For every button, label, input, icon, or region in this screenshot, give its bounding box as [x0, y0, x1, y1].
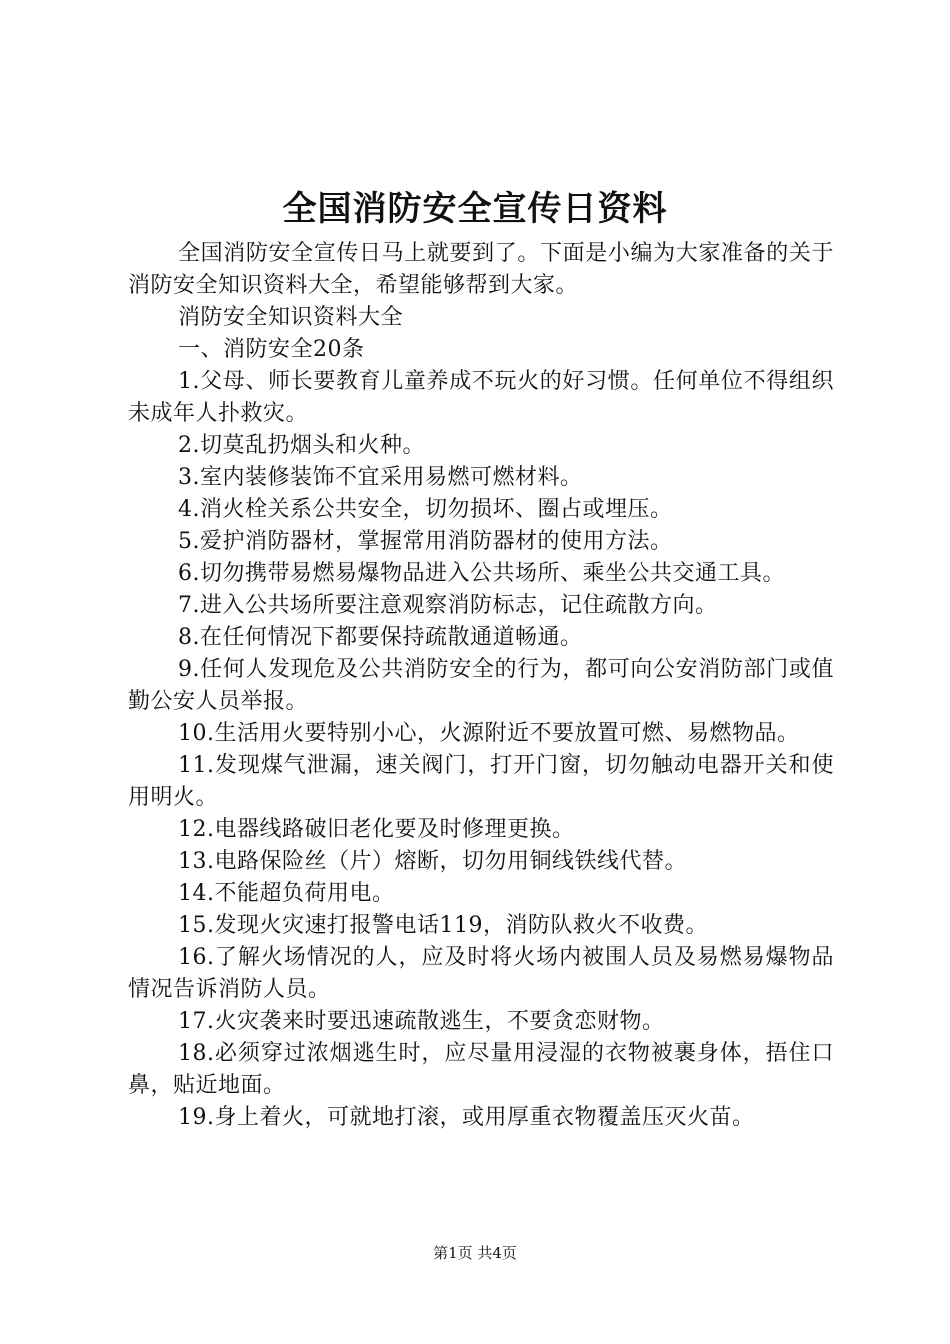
- page-number-footer: 第1页 共4页: [433, 1244, 517, 1262]
- list-item: 1.父母、师长要教育儿童养成不玩火的好习惯。任何单位不得组织未成年人扑救灾。: [128, 369, 834, 426]
- list-item: 6.切勿携带易燃易爆物品进入公共场所、乘坐公共交通工具。: [178, 561, 785, 586]
- list-item: 14.不能超负荷用电。: [178, 881, 395, 906]
- paragraph-subsection-heading: 一、消防安全20条: [178, 337, 365, 362]
- list-item: 19.身上着火，可就地打滚，或用厚重衣物覆盖压灭火苗。: [178, 1105, 755, 1130]
- list-item: 8.在任何情况下都要保持疏散通道畅通。: [178, 625, 583, 650]
- paragraph-intro: 全国消防安全宣传日马上就要到了。下面是小编为大家准备的关于消防安全知识资料大全，希望能够帮到大家。: [128, 241, 834, 298]
- list-item: 7.进入公共场所要注意观察消防标志，记住疏散方向。: [178, 593, 718, 618]
- paragraph-section-heading: 消防安全知识资料大全: [178, 305, 404, 330]
- list-item: 12.电器线路破旧老化要及时修理更换。: [178, 817, 575, 842]
- list-item: 9.任何人发现危及公共消防安全的行为，都可向公安消防部门或值勤公安人员举报。: [128, 657, 834, 714]
- list-item: 16.了解火场情况的人，应及时将火场内被围人员及易燃易爆物品情况告诉消防人员。: [128, 945, 834, 1002]
- list-item: 2.切莫乱扔烟头和火种。: [178, 433, 425, 458]
- list-item: 13.电路保险丝（片）熔断，切勿用铜线铁线代替。: [178, 849, 687, 874]
- list-item: 15.发现火灾速打报警电话119，消防队救火不收费。: [178, 913, 708, 938]
- list-item: 3.室内装修装饰不宜采用易燃可燃材料。: [178, 465, 583, 490]
- list-item: 18.必须穿过浓烟逃生时，应尽量用浸湿的衣物被裹身体，捂住口鼻，贴近地面。: [128, 1041, 834, 1098]
- list-item: 10.生活用火要特别小心，火源附近不要放置可燃、易燃物品。: [178, 721, 800, 746]
- list-item: 5.爱护消防器材，掌握常用消防器材的使用方法。: [178, 529, 673, 554]
- list-item: 17.火灾袭来时要迅速疏散逃生，不要贪恋财物。: [178, 1009, 665, 1034]
- list-item: 4.消火栓关系公共安全，切勿损坏、圈占或埋压。: [178, 497, 673, 522]
- document-title: 全国消防安全宣传日资料: [282, 189, 668, 229]
- document-body: [128, 238, 834, 1134]
- list-item: 11.发现煤气泄漏，速关阀门，打开门窗，切勿触动电器开关和使用明火。: [128, 753, 834, 810]
